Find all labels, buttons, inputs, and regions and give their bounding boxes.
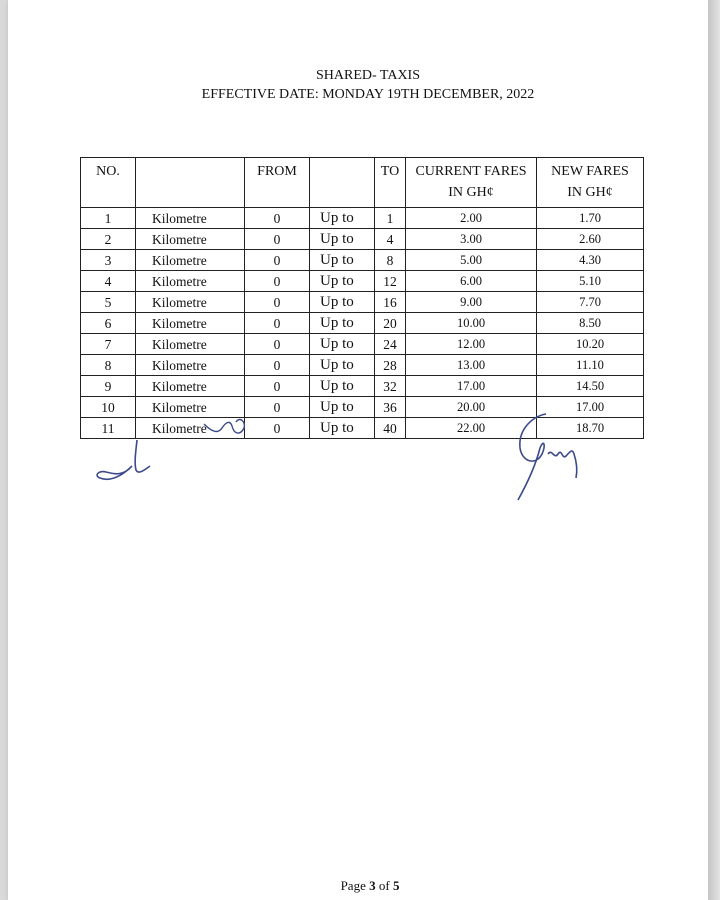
table-row — [81, 313, 644, 334]
table-row — [81, 397, 644, 418]
cell-new-fare: 7.70 — [537, 292, 644, 313]
cell-to: 40 — [375, 418, 406, 439]
cell-unit — [136, 271, 245, 292]
fares-table — [80, 157, 644, 439]
cell-unit — [136, 292, 245, 313]
cell-no: 9 — [81, 376, 136, 397]
cell-current-fare: 12.00 — [406, 334, 537, 355]
cell-current-fare: 3.00 — [406, 229, 537, 250]
cell-unit-text: Kilometre — [152, 336, 207, 352]
table-header-row — [81, 158, 644, 208]
cell-upto-text: Up to — [320, 357, 354, 373]
page-footer — [0, 878, 720, 894]
cell-current-fare: 6.00 — [406, 271, 537, 292]
header-new-line-1: NEW FARES — [551, 164, 629, 179]
cell-current-fare: 22.00 — [406, 418, 537, 439]
cell-unit-text: Kilometre — [152, 210, 207, 226]
cell-upto — [310, 397, 375, 418]
cell-new-fare: 11.10 — [537, 355, 644, 376]
cell-current-fare: 13.00 — [406, 355, 537, 376]
cell-from: 0 — [245, 250, 310, 271]
cell-to: 36 — [375, 397, 406, 418]
cell-upto-text: Up to — [320, 378, 354, 394]
table-row — [81, 418, 644, 439]
cell-upto-text: Up to — [320, 336, 354, 352]
header-no: NO. — [81, 158, 136, 208]
cell-current-fare: 17.00 — [406, 376, 537, 397]
cell-upto-text: Up to — [320, 231, 354, 247]
cell-to: 1 — [375, 208, 406, 229]
page-of: of — [378, 878, 390, 893]
cell-new-fare: 4.30 — [537, 250, 644, 271]
cell-new-fare: 1.70 — [537, 208, 644, 229]
cell-to: 20 — [375, 313, 406, 334]
cell-to: 16 — [375, 292, 406, 313]
cell-unit-text: Kilometre — [152, 252, 207, 268]
cell-new-fare: 2.60 — [537, 229, 644, 250]
cell-upto — [310, 208, 375, 229]
header-unit — [136, 158, 245, 208]
cell-upto-text: Up to — [320, 315, 354, 331]
table-row — [81, 334, 644, 355]
page-label: Page — [340, 878, 366, 893]
title-line-1: SHARED- TAXIS — [315, 68, 420, 83]
cell-from: 0 — [245, 355, 310, 376]
cell-no: 7 — [81, 334, 136, 355]
table-body — [81, 208, 644, 439]
cell-unit — [136, 376, 245, 397]
cell-upto-text: Up to — [320, 252, 354, 268]
cell-to: 32 — [375, 376, 406, 397]
cell-no: 2 — [81, 229, 136, 250]
header-current-line-1: CURRENT FARES — [415, 164, 527, 179]
table-row — [81, 208, 644, 229]
cell-upto-text: Up to — [320, 420, 354, 436]
cell-from: 0 — [245, 271, 310, 292]
cell-current-fare: 2.00 — [406, 208, 537, 229]
cell-new-fare: 8.50 — [537, 313, 644, 334]
cell-unit — [136, 397, 245, 418]
cell-to: 28 — [375, 355, 406, 376]
table-row — [81, 376, 644, 397]
cell-from: 0 — [245, 208, 310, 229]
table-row — [81, 250, 644, 271]
cell-to: 12 — [375, 271, 406, 292]
cell-unit — [136, 355, 245, 376]
page-edge-shadow — [708, 0, 720, 900]
document-title — [0, 66, 720, 104]
cell-to: 24 — [375, 334, 406, 355]
table-row — [81, 229, 644, 250]
cell-upto-text: Up to — [320, 294, 354, 310]
cell-upto-text: Up to — [320, 399, 354, 415]
cell-upto — [310, 271, 375, 292]
header-current-line-2: IN GH¢ — [448, 185, 494, 200]
cell-current-fare: 5.00 — [406, 250, 537, 271]
cell-upto-text: Up to — [320, 273, 354, 289]
cell-from: 0 — [245, 397, 310, 418]
cell-upto — [310, 250, 375, 271]
cell-new-fare: 5.10 — [537, 271, 644, 292]
cell-unit — [136, 250, 245, 271]
cell-unit — [136, 334, 245, 355]
table-row — [81, 271, 644, 292]
title-line-2: EFFECTIVE DATE: MONDAY 19TH DECEMBER, 2022 — [201, 87, 535, 102]
cell-unit-text: Kilometre — [152, 294, 207, 310]
cell-no: 8 — [81, 355, 136, 376]
cell-from: 0 — [245, 334, 310, 355]
table-row — [81, 355, 644, 376]
cell-unit-text: Kilometre — [152, 378, 207, 394]
cell-unit — [136, 208, 245, 229]
cell-upto — [310, 334, 375, 355]
cell-upto — [310, 313, 375, 334]
cell-to: 4 — [375, 229, 406, 250]
cell-no: 5 — [81, 292, 136, 313]
page-current: 3 — [369, 878, 376, 893]
cell-current-fare: 20.00 — [406, 397, 537, 418]
cell-unit — [136, 229, 245, 250]
cell-upto — [310, 418, 375, 439]
cell-unit — [136, 313, 245, 334]
header-to: TO — [375, 158, 406, 208]
cell-no: 3 — [81, 250, 136, 271]
cell-new-fare: 14.50 — [537, 376, 644, 397]
table-row — [81, 292, 644, 313]
cell-from: 0 — [245, 229, 310, 250]
cell-no: 6 — [81, 313, 136, 334]
header-current-fares — [406, 158, 537, 208]
page-total: 5 — [392, 878, 400, 893]
cell-new-fare: 17.00 — [537, 397, 644, 418]
cell-no: 4 — [81, 271, 136, 292]
cell-no: 11 — [81, 418, 136, 439]
cell-new-fare: 10.20 — [537, 334, 644, 355]
cell-from: 0 — [245, 292, 310, 313]
cell-no: 10 — [81, 397, 136, 418]
header-new-line-2: IN GH¢ — [567, 185, 613, 200]
header-from: FROM — [245, 158, 310, 208]
cell-from: 0 — [245, 313, 310, 334]
document-page — [8, 0, 708, 900]
cell-current-fare: 10.00 — [406, 313, 537, 334]
cell-no: 1 — [81, 208, 136, 229]
cell-unit — [136, 418, 245, 439]
cell-unit-text: Kilometre — [152, 231, 207, 247]
cell-new-fare: 18.70 — [537, 418, 644, 439]
cell-to: 8 — [375, 250, 406, 271]
cell-upto — [310, 355, 375, 376]
cell-upto — [310, 292, 375, 313]
header-new-fares — [537, 158, 644, 208]
cell-upto — [310, 229, 375, 250]
cell-from: 0 — [245, 376, 310, 397]
cell-unit-text: Kilometre — [152, 273, 207, 289]
header-upto — [310, 158, 375, 208]
cell-unit-text: Kilometre — [152, 315, 207, 331]
cell-current-fare: 9.00 — [406, 292, 537, 313]
cell-upto-text: Up to — [320, 210, 354, 226]
cell-upto — [310, 376, 375, 397]
cell-unit-text: Kilometre — [152, 420, 207, 436]
cell-unit-text: Kilometre — [152, 357, 207, 373]
cell-unit-text: Kilometre — [152, 399, 207, 415]
cell-from: 0 — [245, 418, 310, 439]
